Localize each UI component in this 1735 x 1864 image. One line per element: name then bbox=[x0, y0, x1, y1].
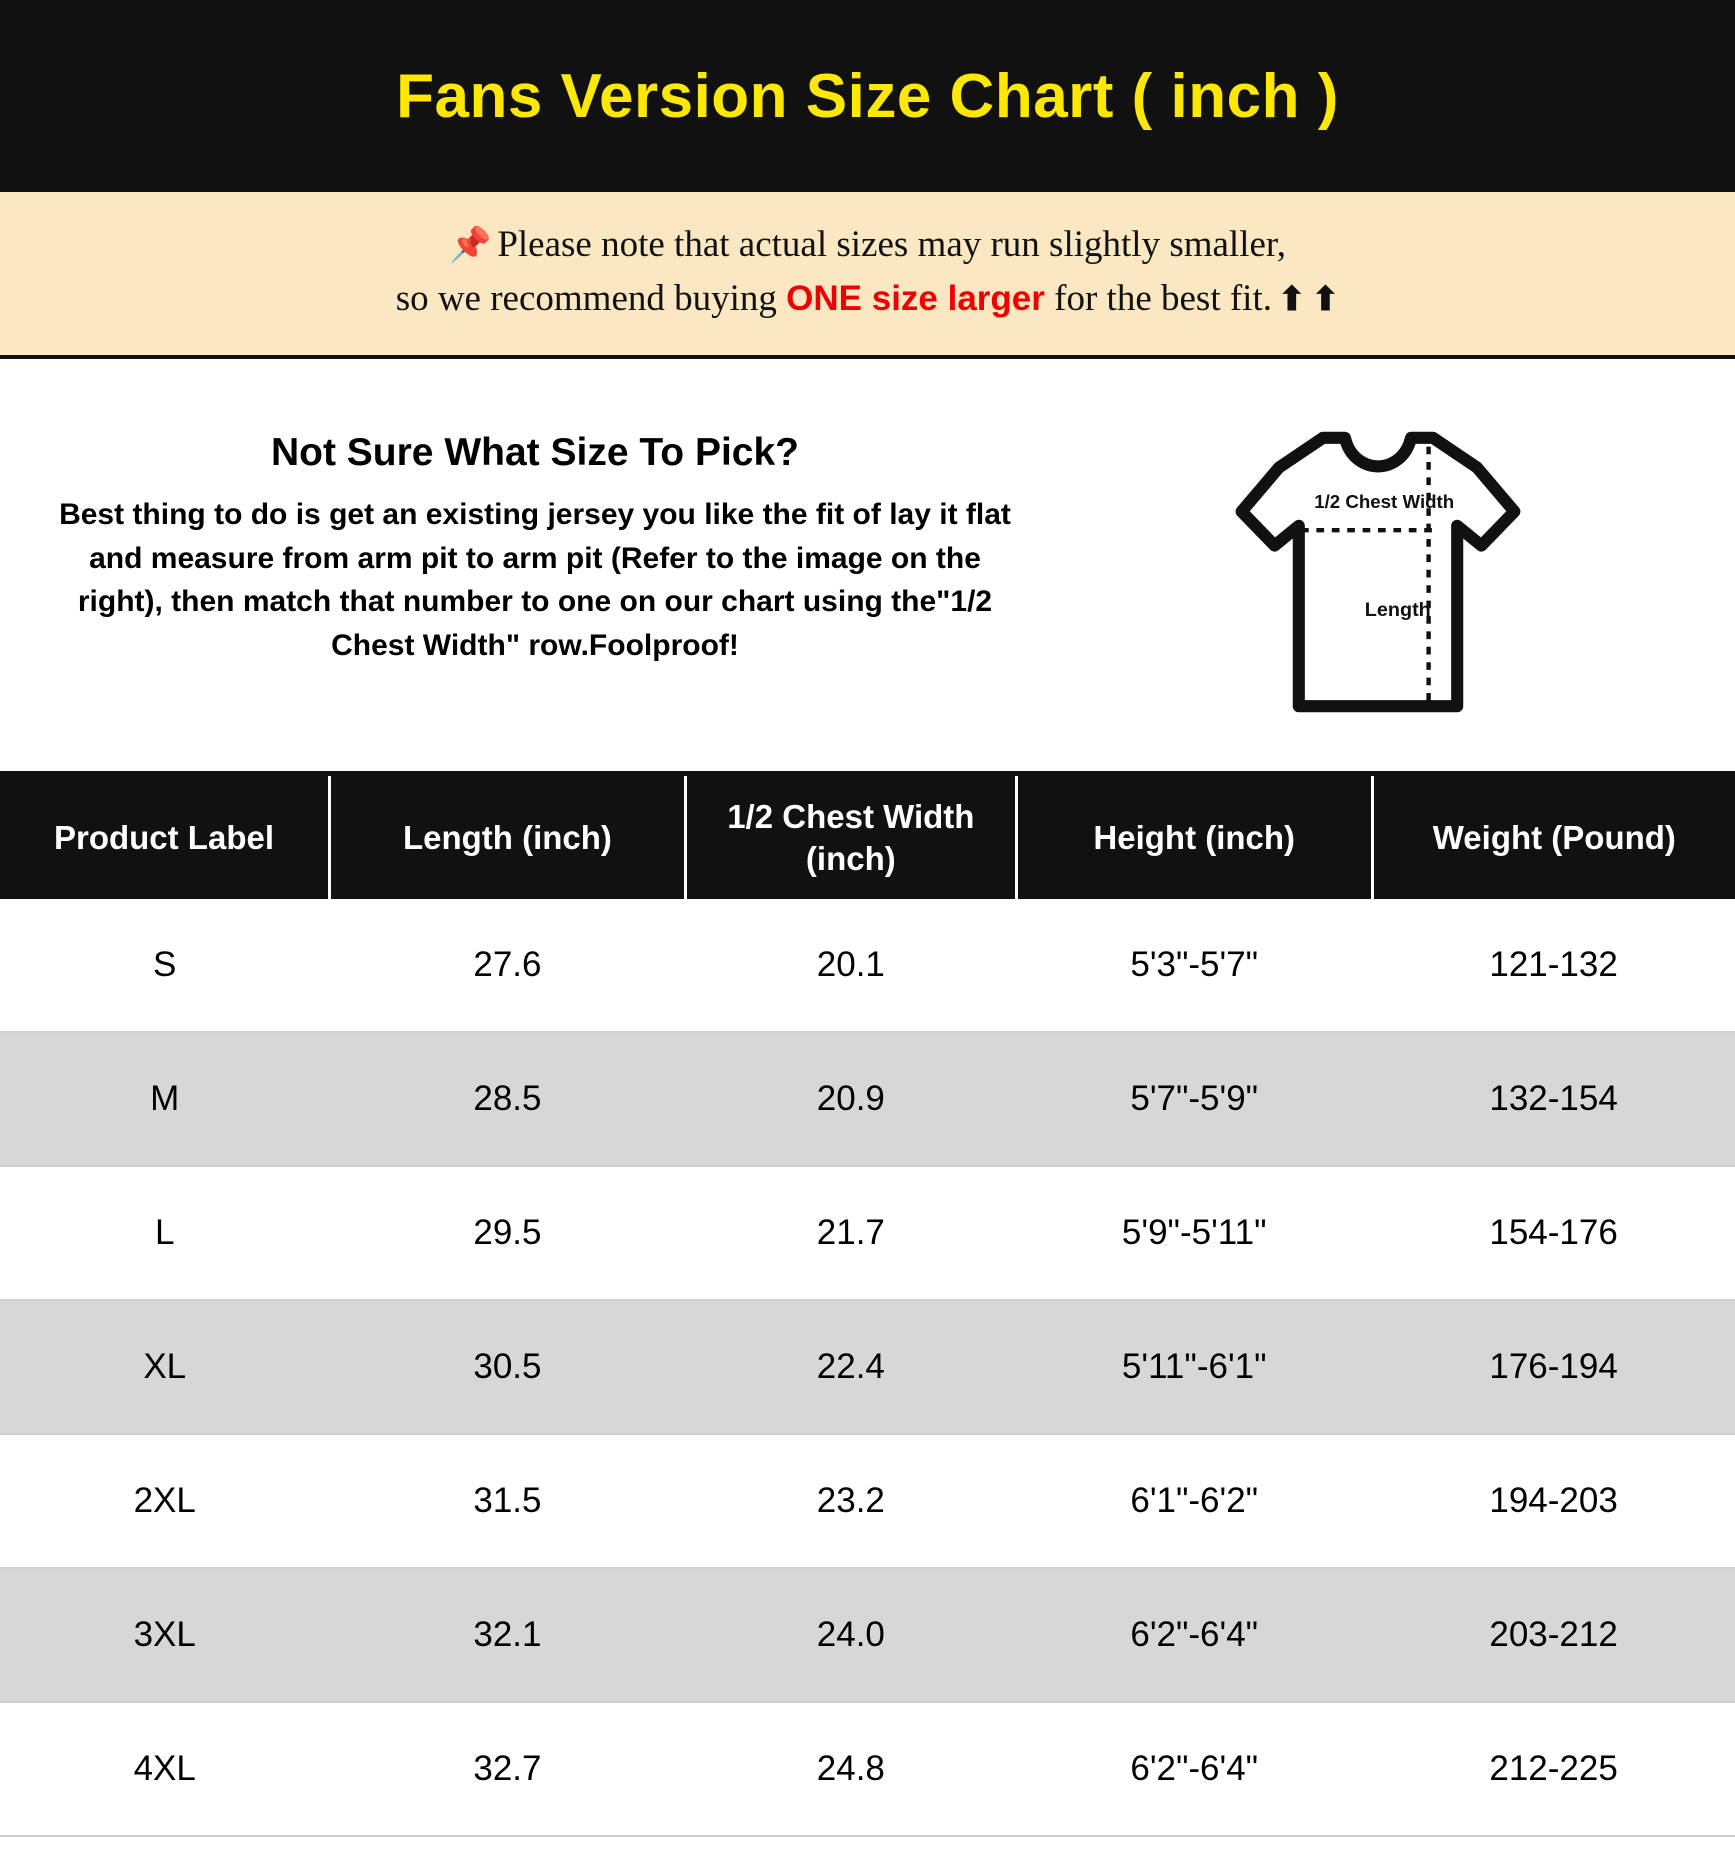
cell-height: 5'7"-5'9" bbox=[1016, 1032, 1372, 1166]
info-section bbox=[0, 359, 1735, 776]
cell-weight: 203-212 bbox=[1372, 1568, 1735, 1702]
cell-height: 6'1"-6'2" bbox=[1016, 1434, 1372, 1568]
cell-chest-width: 24.0 bbox=[685, 1568, 1016, 1702]
column-header-height: Height (inch) bbox=[1016, 776, 1372, 899]
pin-icon: 📌 bbox=[448, 227, 492, 264]
cell-height: 6'2"-6'4" bbox=[1016, 1568, 1372, 1702]
note-text-1: Please note that actual sizes may run slightly smaller, bbox=[497, 224, 1286, 265]
size-table bbox=[0, 776, 1735, 1837]
table-row bbox=[0, 1568, 1735, 1702]
column-header-product-label: Product Label bbox=[0, 776, 329, 899]
cell-chest-width: 20.9 bbox=[685, 1032, 1016, 1166]
tshirt-icon bbox=[1213, 407, 1543, 737]
arrow-up-icon-2: ⬆ bbox=[1311, 281, 1340, 318]
cell-height: 5'9"-5'11" bbox=[1016, 1166, 1372, 1300]
cell-weight: 176-194 bbox=[1372, 1300, 1735, 1434]
cell-size: 3XL bbox=[0, 1568, 329, 1702]
cell-length: 29.5 bbox=[329, 1166, 685, 1300]
note-line-1 bbox=[0, 218, 1735, 272]
cell-size: L bbox=[0, 1166, 329, 1300]
cell-chest-width: 22.4 bbox=[685, 1300, 1016, 1434]
chest-width-label: 1/2 Chest Width bbox=[1313, 491, 1454, 513]
table-row bbox=[0, 1702, 1735, 1836]
table-row bbox=[0, 1032, 1735, 1166]
table-row bbox=[0, 1434, 1735, 1568]
cell-size: 2XL bbox=[0, 1434, 329, 1568]
info-text-block bbox=[20, 399, 1040, 667]
cell-height: 5'11"-6'1" bbox=[1016, 1300, 1372, 1434]
info-heading: Not Sure What Size To Pick? bbox=[270, 431, 799, 475]
cell-length: 30.5 bbox=[329, 1300, 685, 1434]
column-header-weight: Weight (Pound) bbox=[1372, 776, 1735, 899]
note-band bbox=[0, 192, 1735, 359]
info-body: Best thing to do is get an existing jersey you like the fit of lay it flat and measure from arm pit to arm pit (Refer to the image on the right), then match that number to one on our chart using the"1/2 Chest Width" row.Foolproof! bbox=[59, 498, 1011, 662]
cell-length: 28.5 bbox=[329, 1032, 685, 1166]
cell-size: M bbox=[0, 1032, 329, 1166]
cell-length: 32.7 bbox=[329, 1702, 685, 1836]
table-row bbox=[0, 1300, 1735, 1434]
length-label: Length bbox=[1364, 599, 1431, 622]
page-title: Fans Version Size Chart ( inch ) bbox=[396, 61, 1339, 131]
table-row bbox=[0, 899, 1735, 1032]
column-header-chest-width: 1/2 Chest Width (inch) bbox=[685, 776, 1016, 899]
cell-size: XL bbox=[0, 1300, 329, 1434]
table-row bbox=[0, 1166, 1735, 1300]
tshirt-diagram bbox=[1040, 399, 1715, 737]
header-bar bbox=[0, 0, 1735, 192]
cell-height: 6'2"-6'4" bbox=[1016, 1702, 1372, 1836]
note-emphasis: ONE size larger bbox=[786, 278, 1045, 318]
cell-size: 4XL bbox=[0, 1702, 329, 1836]
cell-weight: 154-176 bbox=[1372, 1166, 1735, 1300]
table-header-row bbox=[0, 776, 1735, 899]
cell-size: S bbox=[0, 899, 329, 1032]
arrow-up-icon-1: ⬆ bbox=[1277, 281, 1306, 318]
note-text-2-prefix: so we recommend buying bbox=[395, 277, 787, 319]
cell-chest-width: 24.8 bbox=[685, 1702, 1016, 1836]
cell-weight: 194-203 bbox=[1372, 1434, 1735, 1568]
cell-weight: 212-225 bbox=[1372, 1702, 1735, 1836]
cell-height: 5'3"-5'7" bbox=[1016, 899, 1372, 1032]
cell-length: 27.6 bbox=[329, 899, 685, 1032]
cell-length: 32.1 bbox=[329, 1568, 685, 1702]
cell-weight: 132-154 bbox=[1372, 1032, 1735, 1166]
cell-weight: 121-132 bbox=[1372, 899, 1735, 1032]
cell-length: 31.5 bbox=[329, 1434, 685, 1568]
note-line-2 bbox=[0, 272, 1735, 326]
note-text-2-suffix: for the best fit. bbox=[1044, 277, 1272, 319]
column-header-length: Length (inch) bbox=[329, 776, 685, 899]
cell-chest-width: 23.2 bbox=[685, 1434, 1016, 1568]
cell-chest-width: 20.1 bbox=[685, 899, 1016, 1032]
cell-chest-width: 21.7 bbox=[685, 1166, 1016, 1300]
